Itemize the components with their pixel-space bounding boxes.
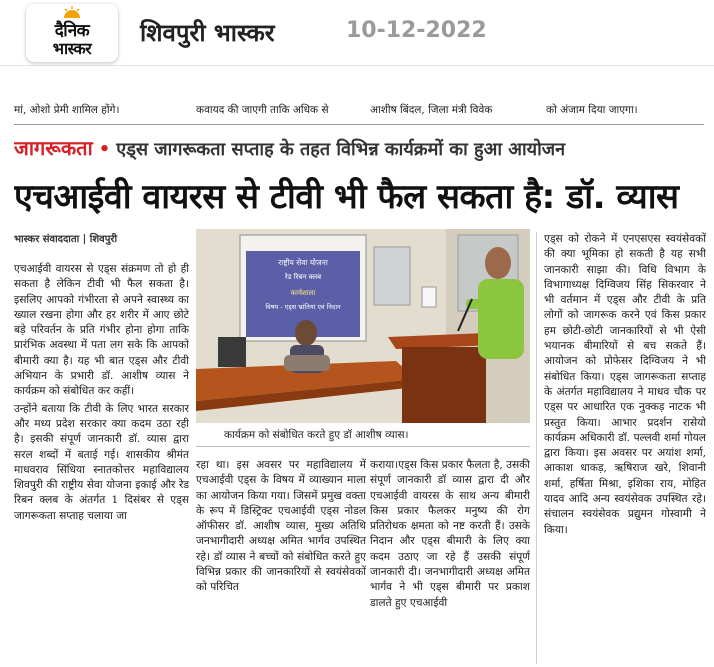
page-header (0, 0, 714, 66)
publication-title: शिवपुरी भास्कर (140, 19, 275, 47)
photo-illustration (196, 229, 530, 423)
article-byline: भास्कर संवाददाता | शिवपुरी (14, 234, 118, 245)
fragment-text: आशीष बिंदल, जिला मंत्री विवेक (370, 104, 493, 116)
paragraph: एचआईवी वायरस से एड्स संक्रमण तो हो ही सकता है लेकिन टीवी भी फैल सकता है। इसलिए आपको गंभीरता से अपने स्वास्थ्य का ख्याल रखना होगा और हर शरीर में आए छोटे बड़े परिवर्तन के प्रति गंभीर होना होगा ताकि प्रारंभिक अवस्था में पता लग सके कि आपको बीमारी क्या है। यह भी बात एड्स और टीवी अभियान के प्रभारी डॉ. आशीष व्यास ने कार्यक्रम को संबोधित कर कहीं। (14, 263, 189, 398)
kicker-separator: • (98, 139, 111, 160)
divider (14, 124, 704, 125)
article-headline: एचआईवी वायरस से टीवी भी फैल सकता है: डॉ. व्यास (14, 177, 679, 217)
dainik-bhaskar-logo (26, 4, 118, 62)
logo-line-2: भास्कर (52, 39, 92, 58)
fragment-text: कवायद की जाएगी ताकि अधिक से (196, 104, 329, 116)
article-column-1 (14, 262, 189, 664)
kicker-label: जागरूकता (14, 136, 93, 160)
banner-line-4: विषय - एड्स भ्रांतियां एवं निदान (265, 303, 341, 311)
edition-date: 10-12-2022 (346, 18, 487, 43)
banner-line-3: कार्यशाला (290, 289, 316, 297)
article-column-2: रहा था। इस अवसर पर महाविद्यालय में एचआईवी एड्स के विषय में व्याख्यान माला का आयोजन किया गया। जिसमें प्रमुख वक्ता के रूप में डिस्ट्रिक्ट एचआईवी एड्स नोडल ऑफीसर डॉ. आशीष व्यास, मुख्य अतिथि जनभागीदारी अध्यक्ष अमित भार्गव उपस्थित रहे। डॉ व्यास ने बच्चों को संबोधित करते हुए विभिन्न प्रकार की जानकारियों से स्वयंसेवकों को परिचित (196, 459, 366, 594)
previous-article-fragments (0, 103, 714, 121)
fragment-text: मां, ओशो प्रेमी शामिल होंगे। (14, 104, 120, 116)
article-column-3: कराया।एड्स किस प्रकार फैलता है, उसकी संपूर्ण जानकारी डॉ व्यास द्वारा दी और एचआईवी वायरस के साथ अन्य बीमारी किस प्रकार फैलकर मनुष्य की रोग प्रतिरोधक क्षमता को नष्ट करती हैं। उसके निदान और एड्स बीमारी के लिए क्या कदम उठाए जा रहे हैं उसकी संपूर्ण जानकारी दी। जनभागीदारी अध्यक्ष अमित भार्गव ने भी एड्स बीमारी पर प्रकाश डालते हुए एचआईवी (370, 459, 530, 609)
banner-line-1: राष्ट्रीय सेवा योजना (278, 258, 328, 267)
column-divider (536, 232, 537, 664)
sun-icon (62, 6, 82, 18)
kicker-text: एड्स जागरूकता सप्ताह के तहत विभिन्न कार्यक्रमों का हुआ आयोजन (116, 139, 566, 160)
article-kicker (14, 134, 704, 166)
event-photo (196, 229, 530, 423)
photo-caption: कार्यक्रम को संबोधित करते हुए डॉ आशीष व्यास। (196, 423, 530, 447)
article-column-4: एड्स को रोकने में एनएसएस स्वयंसेवकों की क्या भूमिका हो सकती है यह सभी जानकारी साझा की। विधि विभाग के विभागाध्यक्ष दिग्विजय सिंह सिकरवार ने भी वर्तमान में एड्स और टीवी के प्रति लोगों को जागरूक करने एवं किस प्रकार हम छोटी-छोटी जानकारियों से भी ऐसी भयानक बीमारियों से बच सकते हैं। आयोजन को प्रोफेसर दिग्विजय ने भी संबोधित किया। एड्स जागरूकता सप्ताह के अंतर्गत महाविद्यालय ने माधव चौक पर एड्स पर आधारित एक नुक्कड़ नाटक भी प्रस्तुत किया। आभार प्रदर्शन रासेयो कार्यक्रम अधिकारी डॉ. पल्लवी शर्मा गोयल द्वारा किया। इस अवसर पर अयांश शर्मा, आकाश धाकड़, ऋषिराज खरे, शिवानी शर्मा, हर्षिता मिश्रा, इशिका राय, मोहित यादव आदि अन्य स्वयंसेवक उपस्थित रहे। संचालन स्वयंसेवक प्रद्युमन गोस्वामी ने किया। (544, 233, 706, 536)
banner-line-2: रेड रिबन क्लब (284, 273, 322, 281)
paragraph: उन्होंने बताया कि टीवी के लिए भारत सरकार और मध्य प्रदेश सरकार क्या कदम उठा रही है। इसकी संपूर्ण जानकारी डॉ. व्यास द्वारा सरल शब्दों में बताई गई। शासकीय श्रीमंत माधवराव सिंधिया स्नातकोत्तर महाविद्यालय शिवपुरी की राष्ट्रीय सेवा योजना इकाई और रेड रिबन क्लब के अंतर्गत 1 दिसंबर से एड्स जागरूकता सप्ताह चलाया जा (14, 402, 189, 522)
fragment-text: को अंजाम दिया जाएगा। (546, 104, 638, 116)
logo-line-1: दैनिक (54, 21, 90, 41)
